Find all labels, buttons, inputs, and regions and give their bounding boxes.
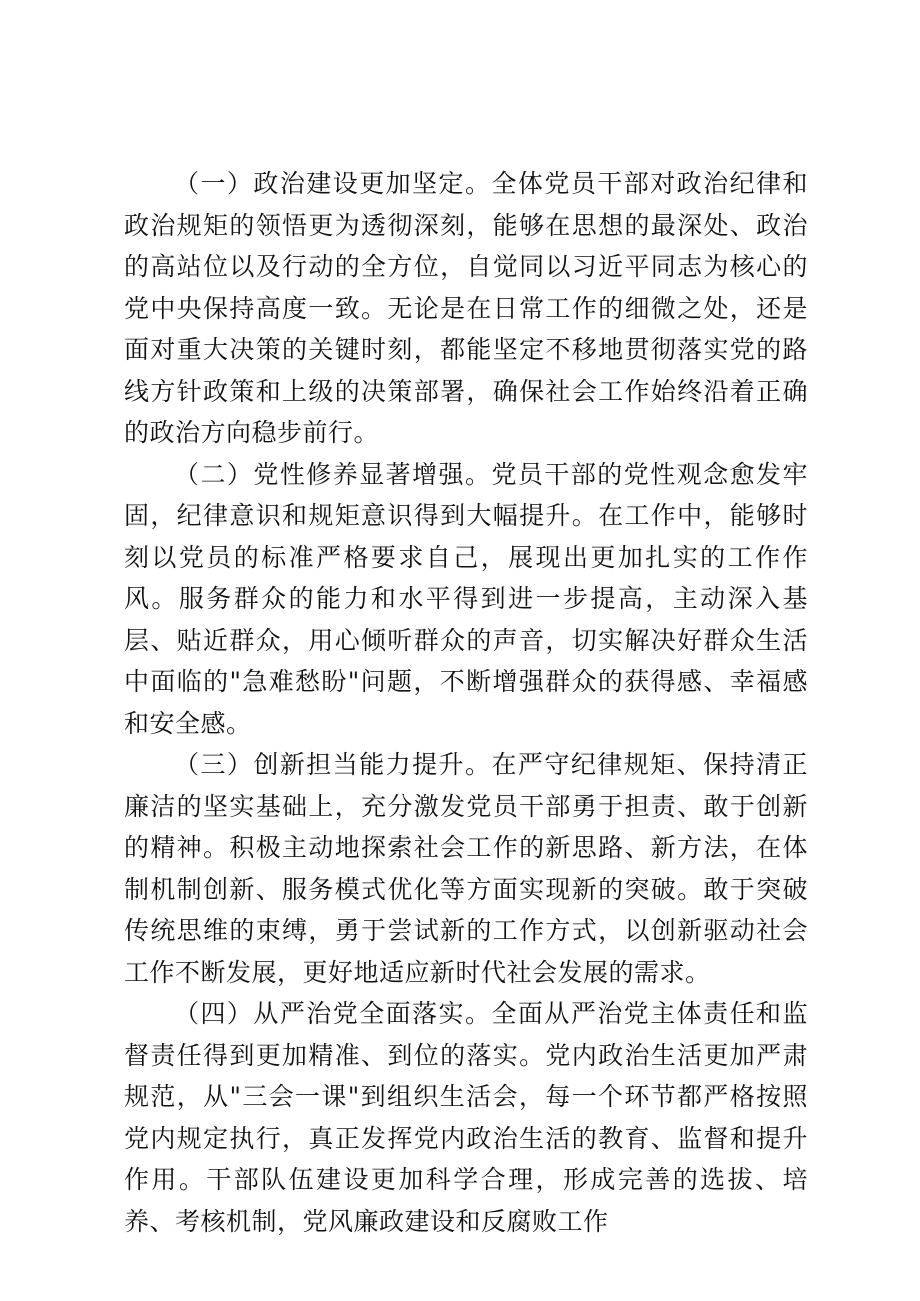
paragraph-political-construction: （一）政治建设更加坚定。全体党员干部对政治纪律和政治规矩的领悟更为透彻深刻，能够在思想的最深处、政治的高站位以及行动的全方位，自觉同以习近平同志为核心的党中央保持高度一致。无论是在日常工作的细微之处，还是面对重大决策的关键时刻，都能坚定不移地贯彻落实党的路线方针政策和上级的决策部署，确保社会工作始终沿着正确的政治方向稳步前行。 [124, 169, 808, 447]
document-body [124, 163, 808, 1242]
paragraph-party-spirit: （二）党性修养显著增强。党员干部的党性观念愈发牢固，纪律意识和规矩意识得到大幅提升。在工作中，能够时刻以党员的标准严格要求自己，展现出更加扎实的工作作风。服务群众的能力和水平得到进一步提高，主动深入基层、贴近群众，用心倾听群众的声音，切实解决好群众生活中面临的"急难愁盼"问题，不断增强群众的获得感、幸福感和安全感。 [124, 459, 808, 738]
paragraph-strict-governance: （四）从严治党全面落实。全面从严治党主体责任和监督责任得到更加精准、到位的落实。党内政治生活更加严肃规范，从"三会一课"到组织生活会，每一个环节都严格按照党内规定执行，真正发挥党内政治生活的教育、监督和提升作用。干部队伍建设更加科学合理，形成完善的选拔、培养、考核机制，党风廉政建设和反腐败工作 [124, 999, 808, 1236]
paragraph-innovation: （三）创新担当能力提升。在严守纪律规矩、保持清正廉洁的坚实基础上，充分激发党员干部勇于担责、敢于创新的精神。积极主动地探索社会工作的新思路、新方法，在体制机制创新、服务模式优化等方面实现新的突破。敢于突破传统思维的束缚，勇于尝试新的工作方式，以创新驱动社会工作不断发展，更好地适应新时代社会发展的需求。 [124, 750, 808, 987]
